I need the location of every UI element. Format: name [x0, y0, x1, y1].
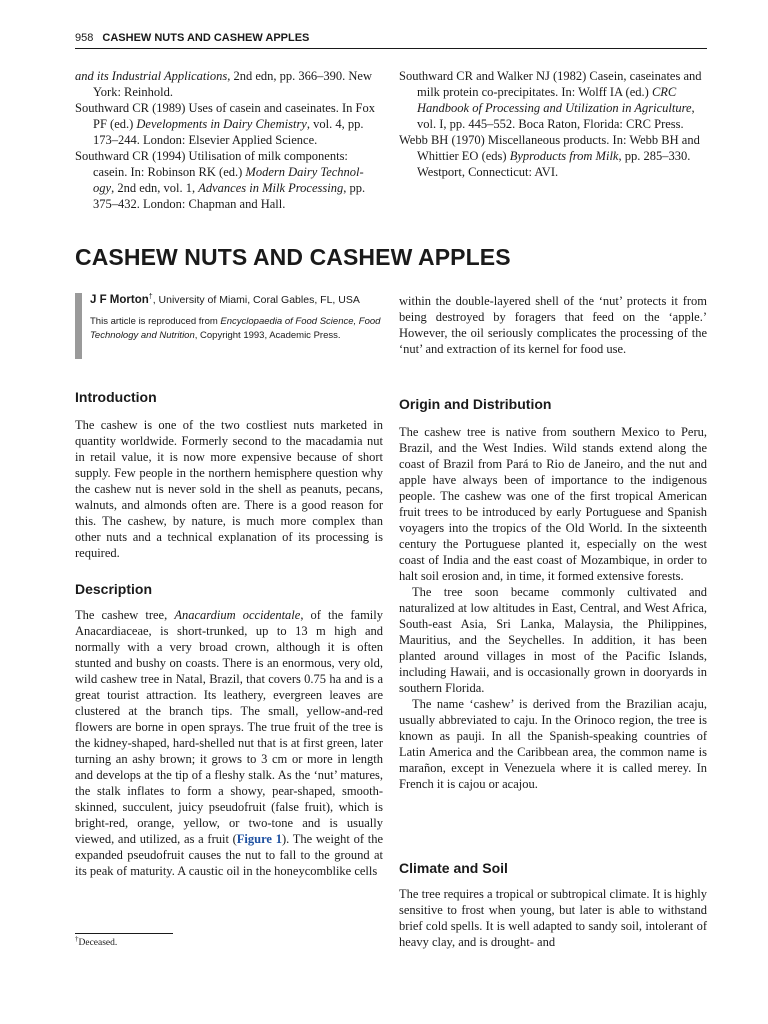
- section-heading: Description: [75, 581, 153, 597]
- text-run: , vol. I, pp. 445–552. Boca Raton, Florida: CRC Press.: [417, 101, 695, 131]
- section-climate-soil: [399, 859, 707, 950]
- article-title: CASHEW NUTS AND CASHEW APPLES: [75, 244, 511, 270]
- footnote-rule: [75, 933, 173, 934]
- section-origin-distribution: [399, 395, 707, 792]
- references-right: [399, 68, 707, 180]
- reference-entry: [75, 68, 383, 100]
- author-affiliation: , University of Miami, Coral Gables, FL, USA: [152, 294, 360, 306]
- text-run: , Copyright 1993, Academic Press.: [194, 329, 341, 341]
- paragraph: within the double-layered shell of the ‘nut’ protects it from being destroyed by foragers that feed on the ‘apple.’ However, the oil seriously complicates the processing of the ‘nut’ and extraction of its kernel for food use.: [399, 294, 707, 356]
- footnote: [75, 934, 118, 949]
- italic-run: and its Industrial Applications: [75, 69, 228, 83]
- running-title: CASHEW NUTS AND CASHEW APPLES: [102, 32, 310, 44]
- text-run: Southward CR (1994) Utilisation of milk components: casein. In: Robinson RK (ed.): [75, 149, 348, 179]
- italic-run: Encyclopaedia of Food Science, Food Technology and Nutrition: [90, 316, 381, 341]
- section-description-continued: [399, 293, 707, 357]
- section-heading: Introduction: [75, 389, 157, 405]
- author-box: [75, 293, 383, 359]
- reproduction-note: [90, 315, 383, 342]
- text-run: , 2nd edn, vol. 1,: [111, 181, 199, 195]
- paragraph: The tree soon became commonly cultivated and naturalized at low altitudes in East, Central, and West Africa, South-east Asia, Sri Lanka, Malaysia, the Philippines, Mauritius, and the Seychelles. In addition, it has been planted around villages in most of the Pacific Islands, including Hawaii, and is occasionally grown in dooryards in southern Florida.: [399, 585, 707, 695]
- text-run: , vol. 4, pp. 173–244. London: Elsevier Applied Science.: [93, 117, 364, 147]
- figure-link[interactable]: Figure 1: [236, 832, 282, 846]
- author-name: J F Morton: [90, 294, 149, 306]
- text-run: The cashew tree,: [75, 608, 175, 622]
- reference-entry: [399, 68, 707, 132]
- footnote-text: Deceased.: [78, 938, 118, 948]
- deceased-mark: †: [148, 293, 153, 301]
- text-run: , pp. 375–432. London: Chapman and Hall.: [93, 181, 366, 211]
- italic-run: Advances in Milk Processing: [198, 181, 344, 195]
- text-run: , 2nd edn, pp. 366–390. New York: Reinhold.: [93, 69, 372, 99]
- page-number: 958: [75, 32, 94, 44]
- italic-run: Byproducts from Milk: [509, 149, 619, 163]
- paragraph: The cashew tree is native from southern Mexico to Peru, Brazil, and the West Indies. Wild stands extend along the coast of Brazil from Pará to Rio de Janeiro, and the nut and apple have always been of importance to the indigenous people. The cashew was one of the first tropical American fruit trees to be introduced by early Portuguese and Spanish voyagers into the tropics of the Old World. In the sixteenth century the Portuguese planted it, especially on the west coast of India and the east coast of Mozambique, in order to halt soil erosion and, in time, it formed extensive forests.: [399, 425, 707, 583]
- footnote-mark: †: [75, 934, 79, 943]
- references-left: [75, 68, 383, 212]
- author-line: [90, 293, 383, 307]
- italic-run: Anacardium occidentale: [174, 608, 301, 622]
- text-run: , of the family Anacardiaceae, is short-trunked, up to 13 m high and normally with a very broad crown, although it is often stunted and bushy on coasts. There is an enormous, very old, wild cashew tree in Natal, Brazil, that covers 0.75 ha and is a great tourist attraction. Its leathery, evergreen leaves are clustered at the branch tips. The small, yellow-and-red flowers are borne in open sprays. The true fruit of the tree is the kidney-shaped, hard-shelled nut that is at first green, later turning an ashy brown; it grows to 3 cm or more in length and develops at the tip of a fleshy stalk. As the ‘nut’ matures, the stalk inflates to form a showy, pear-shaped, smooth-skinned, succulent, juicy pseudofruit (false fruit), which is bright-red, orange, yellow, or two-tone and is usually viewed, and utilized, as a fruit (: [75, 608, 384, 846]
- section-introduction: [75, 388, 383, 561]
- paragraph: The cashew is one of the two costliest nuts marketed in quantity worldwide. Formerly second to the macadamia nut in retail value, it is now more expensive because of short supply. Few people in the northern hemisphere question why the cashew nut is never sold in the shell as peanuts, pecans, walnuts, and almonds often are. There is a good reason for this. The cashew, by nature, is much more complex than other nuts and a technical explanation of its processing is required.: [75, 418, 383, 560]
- italic-run: Developments in Dairy Chemistry: [136, 117, 307, 131]
- text-run: Southward CR (1989) Uses of casein and caseinates. In Fox PF (ed.): [75, 101, 375, 131]
- text-run: ). The weight of the expanded pseudofruit causes the nut to fall to the ground at its peak of maturity. A caustic oil in the honeycomblike cells: [75, 832, 383, 878]
- italic-run: CRC Handbook of Processing and Utilization in Agriculture: [417, 85, 692, 115]
- text-run: , pp. 285–330. Westport, Connecticut: AVI.: [417, 149, 691, 179]
- italic-run: Modern Dairy Technol-ogy: [93, 165, 364, 195]
- running-head: [75, 31, 707, 49]
- section-heading: Origin and Distribution: [399, 396, 552, 412]
- text-run: Southward CR and Walker NJ (1982) Casein, caseinates and milk protein co-precipitates. In: Wolff IA (ed.): [399, 69, 702, 99]
- paragraph: [75, 607, 383, 879]
- reference-entry: [75, 100, 383, 148]
- reference-entry: [399, 132, 707, 180]
- paragraph: The tree requires a tropical or subtropical climate. It is highly sensitive to frost when young, but later is able to withstand brief cold spells. It is well adapted to sandy soil, intolerant of heavy clay, and is drought- and: [399, 887, 707, 949]
- section-description: [75, 580, 383, 879]
- reference-entry: [75, 148, 383, 212]
- section-heading: Climate and Soil: [399, 860, 508, 876]
- text-run: Webb BH (1970) Miscellaneous products. In: Webb BH and Whittier EO (eds): [399, 133, 700, 163]
- paragraph: The name ‘cashew’ is derived from the Brazilian acaju, usually abbreviated to caju. In the Orinoco region, the tree is known as pauji. In all the Spanish-speaking countries of Latin America and the Caribbean area, the common name is marañon, except in Venezuela where it is called merey. In French it is cajou or acajou.: [399, 697, 707, 791]
- text-run: This article is reproduced from: [90, 316, 221, 327]
